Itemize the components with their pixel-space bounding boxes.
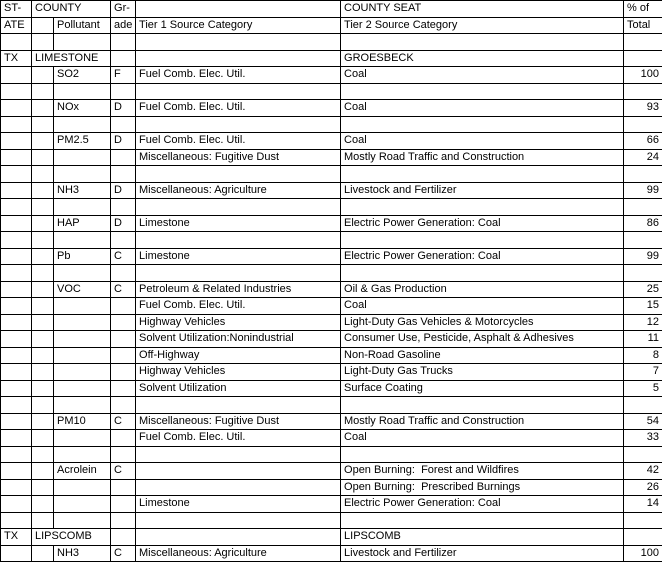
cell-county — [32, 380, 54, 397]
cell-grade — [111, 529, 136, 546]
blank-row — [1, 166, 662, 183]
cell-state — [1, 67, 32, 84]
cell-tier2-source: Coal — [341, 100, 624, 117]
cell-tier1-source — [136, 116, 341, 133]
cell-grade — [111, 347, 136, 364]
cell-tier1-source: Fuel Comb. Elec. Util. — [136, 67, 341, 84]
cell-pollutant: NH3 — [54, 545, 111, 562]
cell-state — [1, 133, 32, 150]
cell-percent: 86 — [624, 215, 662, 232]
cell-percent — [624, 232, 662, 249]
cell-state — [1, 463, 32, 480]
cell-grade: C — [111, 545, 136, 562]
cell-pollutant — [54, 149, 111, 166]
cell-percent — [624, 512, 662, 529]
cell-pollutant — [54, 512, 111, 529]
cell-percent — [624, 116, 662, 133]
cell-pollutant — [54, 314, 111, 331]
cell-county — [32, 364, 54, 381]
cell-county — [32, 281, 54, 298]
cell-county — [32, 133, 54, 150]
cell-tier2-source — [341, 83, 624, 100]
cell-state — [1, 298, 32, 315]
cell-county: LIPSCOMB — [32, 529, 111, 546]
cell-state — [1, 281, 32, 298]
cell-tier1-source — [136, 199, 341, 216]
cell-county — [32, 34, 54, 51]
cell-county — [32, 298, 54, 315]
table-row — [1, 182, 662, 199]
cell-county-seat: LIPSCOMB — [341, 529, 624, 546]
cell-state — [1, 182, 32, 199]
cell-tier2-source — [341, 34, 624, 51]
cell-state — [1, 34, 32, 51]
cell-pollutant — [54, 397, 111, 414]
cell-tier1-source — [136, 479, 341, 496]
cell-tier1-source: Off-Highway — [136, 347, 341, 364]
header-state-bottom: ATE — [1, 17, 32, 34]
cell-pollutant: HAP — [54, 215, 111, 232]
cell-percent: 15 — [624, 298, 662, 315]
cell-percent: 42 — [624, 463, 662, 480]
cell-tier1-source: Miscellaneous: Fugitive Dust — [136, 149, 341, 166]
cell-tier2-source: Electric Power Generation: Coal — [341, 248, 624, 265]
cell-tier2-source: Open Burning: Forest and Wildfires — [341, 463, 624, 480]
cell-tier2-source: Livestock and Fertilizer — [341, 545, 624, 562]
cell-state — [1, 397, 32, 414]
cell-pollutant: NH3 — [54, 182, 111, 199]
cell-tier1-source — [136, 446, 341, 463]
cell-grade: C — [111, 413, 136, 430]
cell-pollutant — [54, 347, 111, 364]
header-grade-bottom: ade — [111, 17, 136, 34]
cell-tier1-source — [136, 265, 341, 282]
cell-grade: D — [111, 133, 136, 150]
cell-county — [32, 199, 54, 216]
cell-county — [32, 215, 54, 232]
table-row — [1, 133, 662, 150]
header-row-1 — [1, 1, 662, 18]
cell-state — [1, 413, 32, 430]
cell-percent: 100 — [624, 67, 662, 84]
cell-pollutant — [54, 199, 111, 216]
cell-tier2-source — [341, 166, 624, 183]
cell-state — [1, 215, 32, 232]
cell-tier2-source: Electric Power Generation: Coal — [341, 496, 624, 513]
cell-county: LIMESTONE — [32, 50, 111, 67]
cell-county-seat: GROESBECK — [341, 50, 624, 67]
cell-state — [1, 496, 32, 513]
cell-percent — [624, 83, 662, 100]
blank-row — [1, 34, 662, 51]
cell-pollutant: SO2 — [54, 67, 111, 84]
cell-grade — [111, 116, 136, 133]
table-row — [1, 298, 662, 315]
cell-grade — [111, 232, 136, 249]
cell-tier2-source: Coal — [341, 133, 624, 150]
cell-tier1-source: Highway Vehicles — [136, 314, 341, 331]
cell-state — [1, 166, 32, 183]
cell-county — [32, 149, 54, 166]
cell-pollutant: Acrolein — [54, 463, 111, 480]
cell-pollutant — [54, 331, 111, 348]
header-tier2-source: Tier 2 Source Category — [341, 17, 624, 34]
cell-tier2-source — [341, 116, 624, 133]
cell-grade — [111, 199, 136, 216]
cell-state — [1, 265, 32, 282]
cell-county — [32, 479, 54, 496]
cell-percent: 26 — [624, 479, 662, 496]
cell-grade — [111, 298, 136, 315]
cell-percent: 7 — [624, 364, 662, 381]
cell-county — [32, 397, 54, 414]
cell-grade: D — [111, 215, 136, 232]
cell-tier2-source: Coal — [341, 298, 624, 315]
cell-state — [1, 364, 32, 381]
cell-tier1-source: Fuel Comb. Elec. Util. — [136, 100, 341, 117]
cell-percent: 100 — [624, 545, 662, 562]
cell-grade — [111, 380, 136, 397]
cell-county — [32, 446, 54, 463]
table-row — [1, 100, 662, 117]
cell-pollutant: Pb — [54, 248, 111, 265]
header-tier1-empty — [136, 1, 341, 18]
cell-tier2-source: Mostly Road Traffic and Construction — [341, 413, 624, 430]
cell-pollutant — [54, 380, 111, 397]
cell-grade: D — [111, 100, 136, 117]
cell-county — [32, 83, 54, 100]
cell-grade — [111, 446, 136, 463]
header-tier1-source: Tier 1 Source Category — [136, 17, 341, 34]
cell-state — [1, 512, 32, 529]
cell-percent — [624, 199, 662, 216]
cell-pollutant: VOC — [54, 281, 111, 298]
county-row — [1, 50, 662, 67]
cell-pollutant — [54, 430, 111, 447]
cell-grade — [111, 314, 136, 331]
cell-county — [32, 314, 54, 331]
cell-state — [1, 430, 32, 447]
cell-pollutant — [54, 446, 111, 463]
cell-tier2-source — [341, 446, 624, 463]
cell-county — [32, 166, 54, 183]
cell-county — [32, 463, 54, 480]
cell-tier2-source — [341, 232, 624, 249]
cell-pollutant — [54, 298, 111, 315]
cell-grade — [111, 512, 136, 529]
table-row — [1, 331, 662, 348]
cell-state — [1, 380, 32, 397]
cell-county — [32, 182, 54, 199]
cell-grade: C — [111, 281, 136, 298]
table-row — [1, 347, 662, 364]
blank-row — [1, 116, 662, 133]
cell-grade — [111, 50, 136, 67]
cell-state — [1, 347, 32, 364]
cell-state: TX — [1, 529, 32, 546]
cell-tier1-source — [136, 512, 341, 529]
cell-state — [1, 446, 32, 463]
cell-percent: 12 — [624, 314, 662, 331]
table-row — [1, 413, 662, 430]
table-row — [1, 479, 662, 496]
cell-tier1-source: Miscellaneous: Agriculture — [136, 545, 341, 562]
cell-tier2-source: Livestock and Fertilizer — [341, 182, 624, 199]
cell-percent: 99 — [624, 182, 662, 199]
cell-tier1-source: Solvent Utilization:Nonindustrial — [136, 331, 341, 348]
cell-percent — [624, 34, 662, 51]
cell-tier2-source: Non-Road Gasoline — [341, 347, 624, 364]
blank-row — [1, 512, 662, 529]
cell-tier2-source: Light-Duty Gas Vehicles & Motorcycles — [341, 314, 624, 331]
cell-pollutant — [54, 232, 111, 249]
cell-tier1-source — [136, 166, 341, 183]
cell-grade: F — [111, 67, 136, 84]
cell-county — [32, 116, 54, 133]
cell-state — [1, 545, 32, 562]
cell-county — [32, 496, 54, 513]
table-row — [1, 215, 662, 232]
table-row — [1, 380, 662, 397]
blank-row — [1, 232, 662, 249]
blank-row — [1, 83, 662, 100]
cell-pollutant — [54, 479, 111, 496]
cell-state — [1, 83, 32, 100]
cell-grade — [111, 34, 136, 51]
table-row — [1, 67, 662, 84]
blank-row — [1, 265, 662, 282]
cell-tier2-source: Light-Duty Gas Trucks — [341, 364, 624, 381]
cell-percent: 99 — [624, 248, 662, 265]
cell-tier1-source: Fuel Comb. Elec. Util. — [136, 298, 341, 315]
cell-county — [32, 413, 54, 430]
cell-tier1-source: Fuel Comb. Elec. Util. — [136, 430, 341, 447]
cell-tier1-source: Solvent Utilization — [136, 380, 341, 397]
cell-state — [1, 116, 32, 133]
blank-row — [1, 397, 662, 414]
cell-percent — [624, 397, 662, 414]
cell-tier2-source — [341, 265, 624, 282]
cell-state — [1, 100, 32, 117]
cell-tier1-source — [136, 50, 341, 67]
cell-state — [1, 149, 32, 166]
cell-grade — [111, 364, 136, 381]
cell-tier1-source: Fuel Comb. Elec. Util. — [136, 133, 341, 150]
cell-pollutant: PM2.5 — [54, 133, 111, 150]
cell-tier2-source — [341, 397, 624, 414]
cell-percent: 8 — [624, 347, 662, 364]
cell-percent — [624, 265, 662, 282]
cell-county — [32, 545, 54, 562]
cell-county — [32, 265, 54, 282]
cell-pollutant — [54, 166, 111, 183]
cell-tier1-source: Miscellaneous: Fugitive Dust — [136, 413, 341, 430]
header-pollutant: Pollutant — [54, 17, 111, 34]
table-row — [1, 314, 662, 331]
report-body — [1, 34, 662, 562]
cell-grade — [111, 166, 136, 183]
cell-grade — [111, 430, 136, 447]
cell-tier2-source: Mostly Road Traffic and Construction — [341, 149, 624, 166]
cell-tier1-source: Limestone — [136, 248, 341, 265]
cell-pollutant — [54, 116, 111, 133]
cell-grade: C — [111, 463, 136, 480]
blank-row — [1, 199, 662, 216]
cell-tier1-source — [136, 529, 341, 546]
cell-percent: 14 — [624, 496, 662, 513]
cell-tier1-source: Highway Vehicles — [136, 364, 341, 381]
cell-tier1-source: Petroleum & Related Industries — [136, 281, 341, 298]
cell-percent: 5 — [624, 380, 662, 397]
cell-percent — [624, 50, 662, 67]
cell-state — [1, 314, 32, 331]
cell-county — [32, 100, 54, 117]
cell-county — [32, 430, 54, 447]
table-row — [1, 496, 662, 513]
cell-tier1-source: Limestone — [136, 215, 341, 232]
cell-tier1-source — [136, 463, 341, 480]
header-total: Total — [624, 17, 662, 34]
cell-county — [32, 331, 54, 348]
cell-grade — [111, 83, 136, 100]
cell-tier1-source: Limestone — [136, 496, 341, 513]
table-row — [1, 463, 662, 480]
cell-grade — [111, 149, 136, 166]
table-row — [1, 149, 662, 166]
header-grade-top: Gr- — [111, 1, 136, 18]
cell-tier1-source — [136, 34, 341, 51]
cell-percent: 66 — [624, 133, 662, 150]
cell-county — [32, 232, 54, 249]
cell-state — [1, 479, 32, 496]
header-county-empty — [32, 17, 54, 34]
county-row — [1, 529, 662, 546]
header-percent-of: % of — [624, 1, 662, 18]
cell-grade — [111, 496, 136, 513]
cell-percent — [624, 166, 662, 183]
cell-state — [1, 199, 32, 216]
cell-grade: C — [111, 248, 136, 265]
cell-state — [1, 331, 32, 348]
cell-grade — [111, 331, 136, 348]
header-state-top: ST- — [1, 1, 32, 18]
cell-state — [1, 248, 32, 265]
header-row-2 — [1, 17, 662, 34]
cell-tier2-source — [341, 512, 624, 529]
cell-tier2-source — [341, 199, 624, 216]
cell-pollutant — [54, 265, 111, 282]
cell-grade — [111, 397, 136, 414]
cell-percent: 25 — [624, 281, 662, 298]
cell-percent: 93 — [624, 100, 662, 117]
cell-percent: 11 — [624, 331, 662, 348]
cell-state — [1, 232, 32, 249]
cell-percent: 54 — [624, 413, 662, 430]
cell-percent: 33 — [624, 430, 662, 447]
cell-pollutant: PM10 — [54, 413, 111, 430]
cell-percent — [624, 529, 662, 546]
header-county-seat: COUNTY SEAT — [341, 1, 624, 18]
cell-tier2-source: Electric Power Generation: Coal — [341, 215, 624, 232]
cell-county — [32, 512, 54, 529]
cell-pollutant — [54, 496, 111, 513]
cell-pollutant — [54, 83, 111, 100]
cell-pollutant — [54, 34, 111, 51]
cell-grade: D — [111, 182, 136, 199]
cell-county — [32, 347, 54, 364]
cell-tier1-source — [136, 232, 341, 249]
table-row — [1, 281, 662, 298]
cell-tier1-source — [136, 397, 341, 414]
table-row — [1, 430, 662, 447]
cell-percent — [624, 446, 662, 463]
cell-tier1-source — [136, 83, 341, 100]
cell-tier1-source: Miscellaneous: Agriculture — [136, 182, 341, 199]
header-county: COUNTY — [32, 1, 111, 18]
cell-pollutant: NOx — [54, 100, 111, 117]
cell-percent: 24 — [624, 149, 662, 166]
cell-county — [32, 248, 54, 265]
table-row — [1, 248, 662, 265]
cell-tier2-source: Coal — [341, 67, 624, 84]
cell-tier2-source: Coal — [341, 430, 624, 447]
cell-state: TX — [1, 50, 32, 67]
cell-tier2-source: Open Burning: Prescribed Burnings — [341, 479, 624, 496]
cell-tier2-source: Consumer Use, Pesticide, Asphalt & Adhesives — [341, 331, 624, 348]
table-row — [1, 364, 662, 381]
cell-tier2-source: Oil & Gas Production — [341, 281, 624, 298]
cell-grade — [111, 265, 136, 282]
cell-tier2-source: Surface Coating — [341, 380, 624, 397]
cell-county — [32, 67, 54, 84]
cell-grade — [111, 479, 136, 496]
cell-pollutant — [54, 364, 111, 381]
table-row — [1, 545, 662, 562]
blank-row — [1, 446, 662, 463]
